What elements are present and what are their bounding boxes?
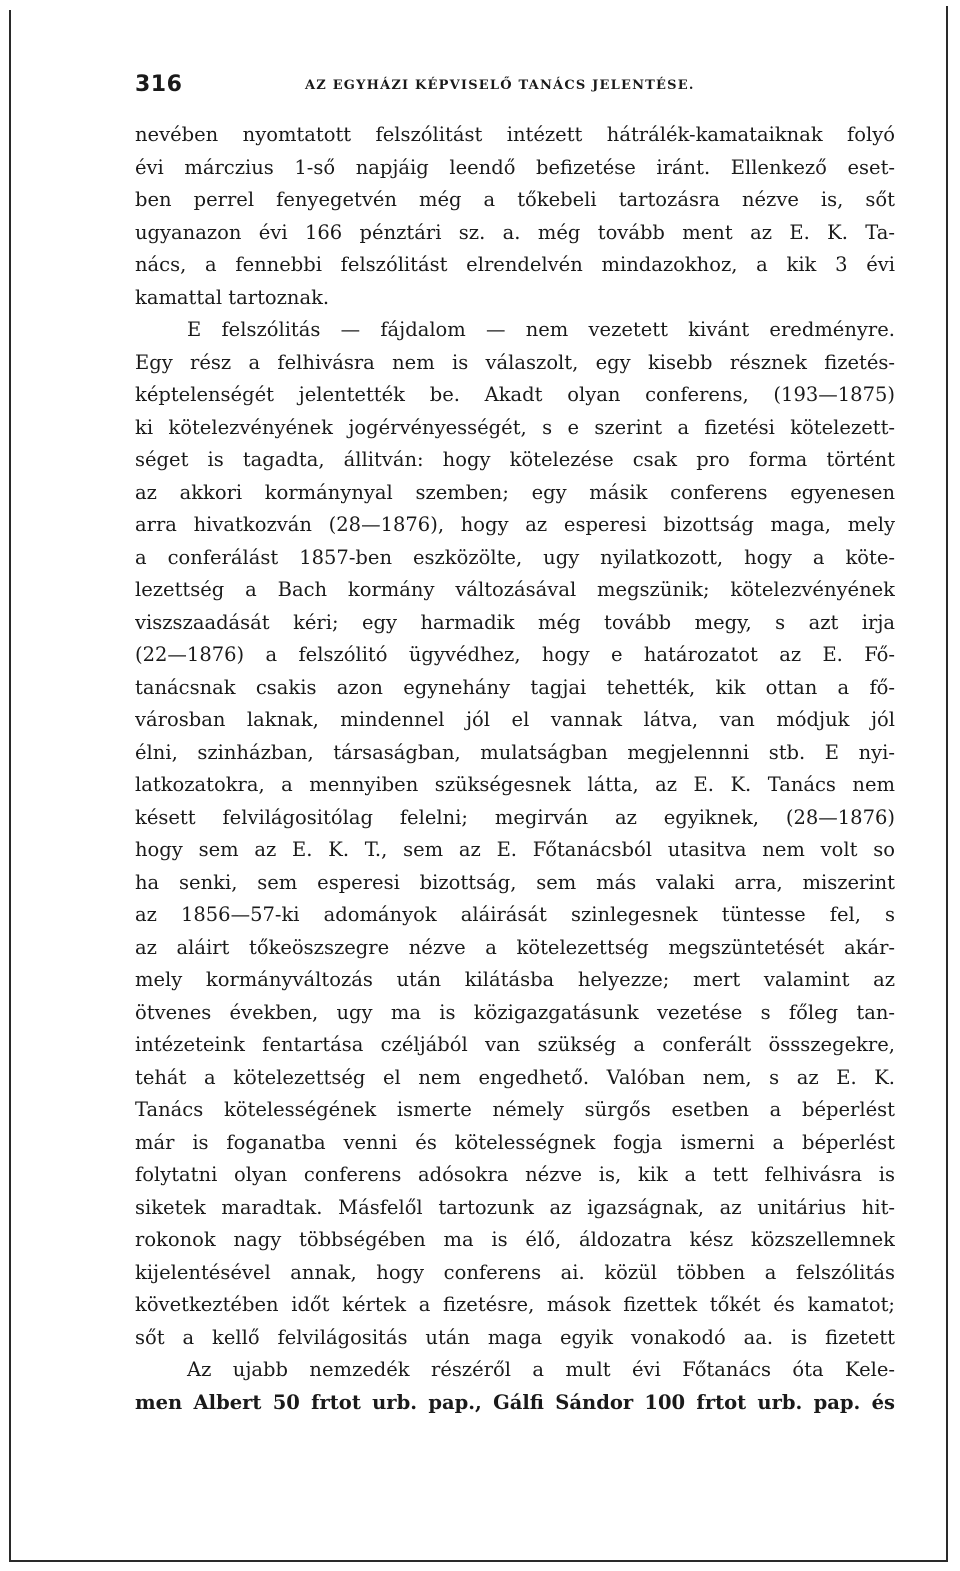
- text-line: az akkori kormánynyal szemben; egy másik conferens egyenesen: [135, 480, 895, 504]
- text-line: évi márczius 1-ső napjáig leendő befizetése iránt. Ellenkező eset-: [135, 155, 895, 179]
- text-line: rokonok nagy többségében ma is élő, áldozatra kész közszellemnek: [135, 1228, 895, 1251]
- text-line: a conferálást 1857-ben eszközölte, ugy nyilatkozott, hogy a köte-: [135, 545, 895, 569]
- text-line: arra hivatkozván (28—1876), hogy az esperesi bizottság maga, mely: [135, 513, 895, 536]
- text-line: már is foganatba venni és kötelességnek fogja ismerni a béperlést: [135, 1130, 895, 1154]
- page-border-left: [9, 10, 11, 1561]
- paragraph-start-line: Az ujabb nemzedék részéről a mult évi Főtanács óta Kele-: [187, 1358, 895, 1381]
- text-line: lezettség a Bach kormány változásával megszünik; kötelezvényének: [135, 578, 895, 601]
- text-line: Egy rész a felhivásra nem is válaszolt, egy kisebb résznek fizetés-: [135, 350, 895, 374]
- text-line: városban laknak, mindennel jól el vannak látva, van módjuk jól: [135, 708, 895, 731]
- text-line: ugyanazon évi 166 pénztári sz. a. még tovább ment az E. K. Ta-: [135, 220, 895, 244]
- page-border-bottom: [9, 1560, 948, 1562]
- text-line: tanácsnak csakis azon egynehány tagjai tehették, kik ottan a fő-: [135, 675, 895, 699]
- text-line: hogy sem az E. K. T., sem az E. Főtanácsból utasitva nem volt so: [135, 838, 895, 861]
- text-line: következtében időt kértek a fizetésre, mások fizettek tőkét és kamatot;: [135, 1293, 895, 1316]
- text-line: viszszaadását kéri; egy harmadik még tovább megy, s azt irja: [135, 610, 895, 634]
- text-line: az aláirt tőkeöszszegre nézve a kötelezettség megszüntetését akár-: [135, 935, 895, 959]
- text-line: mely kormányváltozás után kilátásba helyezze; mert valamint az: [135, 968, 895, 991]
- text-line: intézeteink fentartása czéljából van szükség a conferált össszegekre,: [135, 1033, 895, 1056]
- text-line: képtelenségét jelentették be. Akadt olyan conferens, (193—1875): [135, 383, 895, 406]
- text-line: séget is tagadta, állitván: hogy kötelezése csak pro forma történt: [135, 448, 895, 471]
- text-line: kijelentésével annak, hogy conferens ai. közül többen a felszólitás: [135, 1260, 895, 1284]
- text-line: nevében nyomtatott felszólitást intézett hátrálék-kamataiknak folyó: [135, 123, 895, 146]
- text-line: az 1856—57-ki adományok aláirását szinlegesnek tüntesse fel, s: [135, 903, 895, 926]
- text-line: men Albert 50 frtot urb. pap., Gálfi Sándor 100 frtot urb. pap. és: [135, 1390, 895, 1414]
- text-line: tehát a kötelezettség el nem engedhető. Valóban nem, s az E. K.: [135, 1065, 895, 1089]
- text-line: (22—1876) a felszólitó ügyvédhez, hogy e határozatot az E. Fő-: [135, 643, 895, 666]
- body-text: [135, 119, 895, 1419]
- page-number: 316: [135, 72, 183, 97]
- text-line: ötvenes években, ugy ma is közigazgatásunk vezetése s főleg tan-: [135, 1000, 895, 1024]
- text-line: nács, a fennebbi felszólitást elrendelvén mindazokhoz, a kik 3 évi: [135, 253, 895, 276]
- text-line: ben perrel fenyegetvén még a tőkebeli tartozásra nézve is, sőt: [135, 188, 895, 211]
- text-line: latkozatokra, a mennyiben szükségesnek látta, az E. K. Tanács nem: [135, 773, 895, 796]
- text-line: Tanács kötelességének ismerte némely sürgős esetben a béperlést: [135, 1098, 895, 1121]
- text-line: siketek maradtak. Másfelől tartozunk az igazságnak, az unitárius hit-: [135, 1195, 895, 1219]
- text-line: élni, szinházban, társaságban, mulatságban megjelennni stb. E nyi-: [135, 740, 895, 764]
- text-line: sőt a kellő felvilágositás után maga egyik vonakodó aa. is fizetett: [135, 1325, 895, 1349]
- page-header: [135, 70, 895, 110]
- text-line: kamattal tartoznak.: [135, 285, 330, 309]
- text-line: ki kötelezvényének jogérvényességét, s e szerint a fizetési kötelezett-: [135, 415, 895, 439]
- text-line: ha senki, sem esperesi bizottság, sem más valaki arra, miszerint: [135, 870, 895, 894]
- paragraph-start-line: E felszólitás — fájdalom — nem vezetett kivánt eredményre.: [187, 318, 895, 341]
- text-line: késett felvilágositólag felelni; megirván az egyiknek, (28—1876): [135, 805, 895, 829]
- running-title: AZ EGYHÁZI KÉPVISELŐ TANÁCS JELENTÉSE.: [305, 78, 695, 93]
- text-line: folytatni olyan conferens adósokra nézve is, kik a tett felhivásra is: [135, 1163, 895, 1186]
- page-border-right: [946, 6, 948, 1561]
